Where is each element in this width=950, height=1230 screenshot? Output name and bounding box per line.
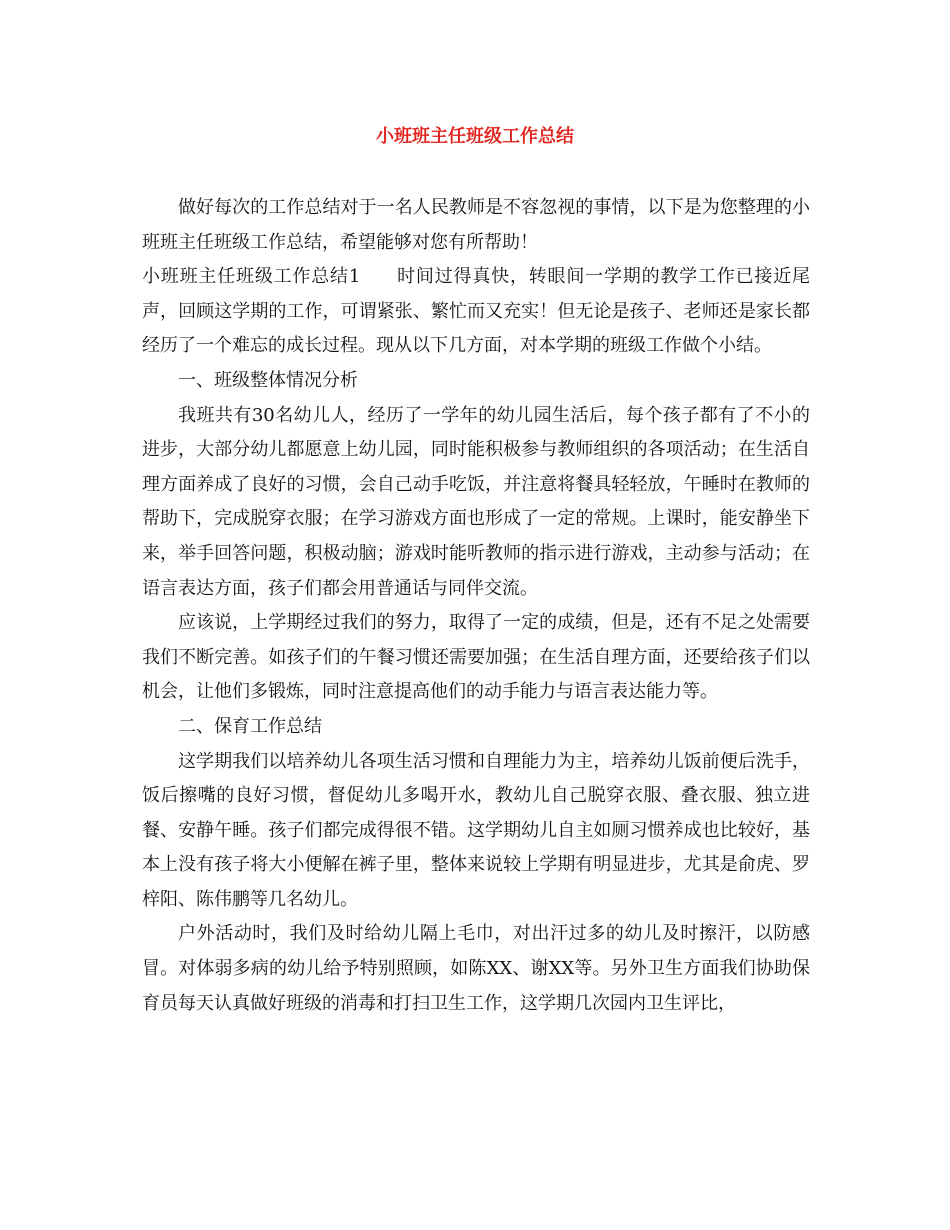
section2-paragraph-1: 这学期我们以培养幼儿各项生活习惯和自理能力为主，培养幼儿饭前便后洗手，饭后擦嘴的良好习惯，督促幼儿多喝开水，教幼儿自己脱穿衣服、叠衣服、独立进餐、安静午睡。孩子们都完成得很不错。这学期幼儿自主如厕习惯养成也比较好，基本上没有孩子将大小便解在裤子里，整体来说较上学期有明显进步，尤其是俞虎、罗梓阳、陈伟鹏等几名幼儿。 <box>142 750 810 910</box>
summary-opening: 时间过得真快，转眼间一学期的教学工作已接近尾声，回顾这学期的工作，可谓紧张、繁忙而又充实！但无论是孩子、老师还是家长都经历了一个难忘的成长过程。现从以下几方面，对本学期的班级工作做个小结。 <box>142 266 811 357</box>
document-title: 小班班主任班级工作总结 <box>376 126 574 147</box>
section2-heading: 二、保育工作总结 <box>178 715 322 737</box>
section2-paragraph-2: 户外活动时，我们及时给幼儿隔上毛巾，对出汗过多的幼儿及时擦汗，以防感冒。对体弱多病的幼儿给予特别照顾，如陈XX、谢XX等。另外卫生方面我们协助保育员每天认真做好班级的消毒和打扫卫生工作，这学期几次园内卫生评比， <box>142 923 810 1014</box>
section1-paragraph-1: 我班共有30名幼儿人，经历了一学年的幼儿园生活后，每个孩子都有了不小的进步，大部分幼儿都愿意上幼儿园，同时能积极参与教师组织的各项活动；在生活自理方面养成了良好的习惯，会自己动手吃饭，并注意将餐具轻轻放，午睡时在教师的帮助下，完成脱穿衣服；在学习游戏方面也形成了一定的常规。上课时，能安静坐下来，举手回答问题，积极动脑；游戏时能听教师的指示进行游戏，主动参与活动；在语言表达方面，孩子们都会用普通话与同伴交流。 <box>142 404 810 599</box>
document-body <box>142 191 810 1021</box>
summary-paragraph <box>142 260 810 364</box>
section1-heading: 一、班级整体情况分析 <box>178 369 358 391</box>
intro-paragraph: 做好每次的工作总结对于一名人民教师是不容忽视的事情，以下是为您整理的小班班主任班级工作总结，希望能够对您有所帮助！ <box>142 197 810 253</box>
summary-label: 小班班主任班级工作总结1 <box>142 266 361 288</box>
section1-paragraph-2: 应该说，上学期经过我们的努力，取得了一定的成绩，但是，还有不足之处需要我们不断完善。如孩子们的午餐习惯还需要加强；在生活自理方面，还要给孩子们以机会，让他们多锻炼，同时注意提高他们的动手能力与语言表达能力等。 <box>142 612 810 703</box>
